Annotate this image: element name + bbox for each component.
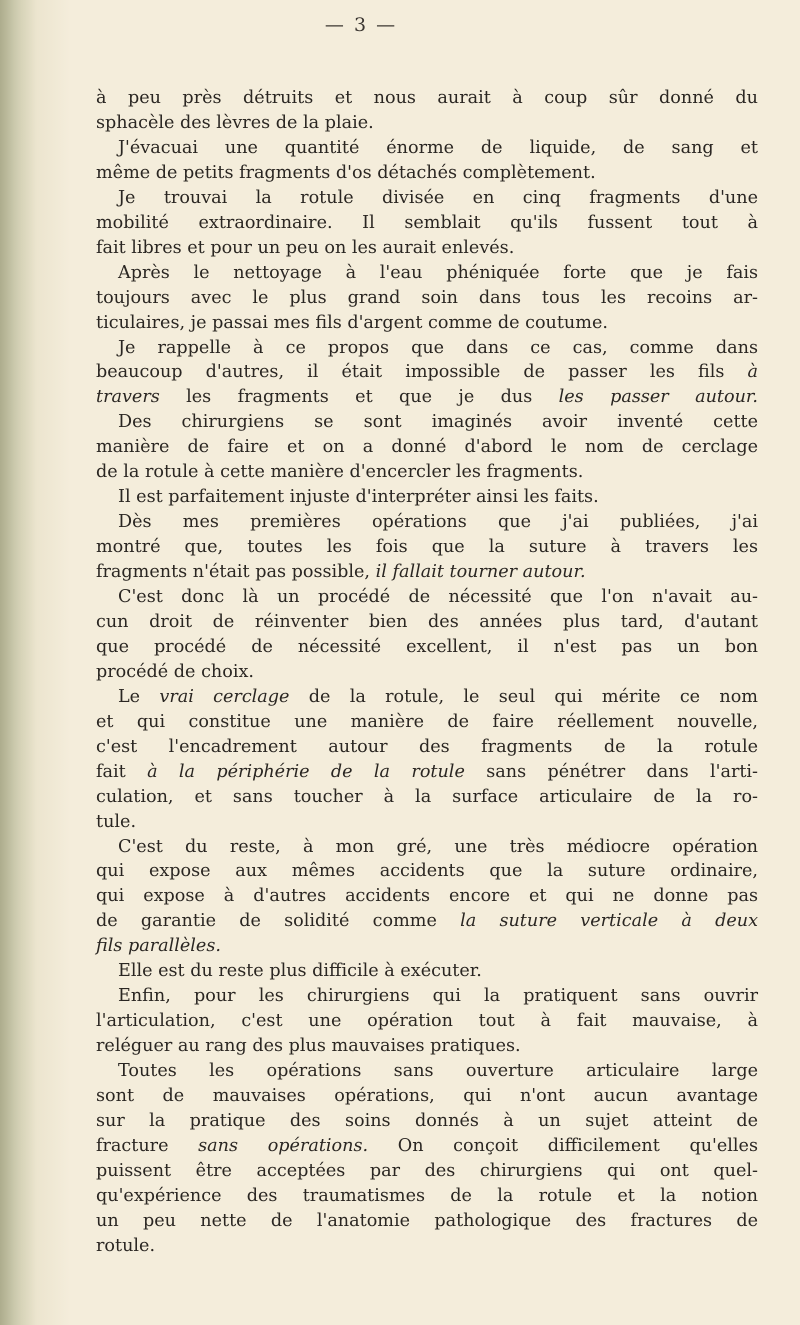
text-line xyxy=(96,336,758,360)
text-line xyxy=(96,485,758,509)
text-line xyxy=(96,984,758,1008)
text-run: Je trouvai la rotule divisée en cinq fragments d'une xyxy=(118,187,758,208)
text-run: l'articulation, c'est une opération tout à fait mauvaise, à xyxy=(96,1011,758,1032)
text-run: de la rotule, le seul qui mérite ce nom xyxy=(289,686,758,707)
text-line xyxy=(96,286,758,310)
text-line xyxy=(96,585,758,609)
text-line xyxy=(96,136,758,160)
text-run: J'évacuai une quantité énorme de liquide, de sang et xyxy=(118,137,758,158)
text-line xyxy=(96,685,758,709)
italic-text: il fallait tourner autour. xyxy=(375,562,586,582)
text-run: montré que, toutes les fois que la suture à travers les xyxy=(96,537,758,558)
italic-text: fils parallèles. xyxy=(96,936,221,957)
text-run: rotule. xyxy=(96,1235,156,1256)
text-line xyxy=(96,236,758,260)
italic-text: la suture verticale à deux xyxy=(460,911,758,932)
text-run: Dès mes premières opérations que j'ai publiées, j'ai xyxy=(118,512,758,533)
text-line xyxy=(96,535,758,559)
text-run: sur la pratique des soins donnés à un sujet atteint de xyxy=(96,1110,758,1131)
text-run: fracture xyxy=(96,1135,199,1156)
text-run: sphacèle des lèvres de la plaie. xyxy=(96,113,374,133)
text-run: procédé de choix. xyxy=(96,661,254,682)
italic-text: à la périphérie de la rotule xyxy=(147,761,465,782)
text-line xyxy=(96,1109,758,1133)
text-run: fragments n'était pas possible, xyxy=(96,562,376,582)
text-run: à peu près détruits et nous aurait à coup sûr donné du xyxy=(96,88,758,108)
text-line xyxy=(96,1184,758,1208)
text-line xyxy=(96,1009,758,1033)
text-run: manière de faire et on a donné d'abord le nom de cerclage xyxy=(96,437,758,458)
text-run: tule. xyxy=(96,811,137,832)
italic-text: à xyxy=(747,362,758,383)
text-run: et qui constitue une manière de faire réellement nouvelle, xyxy=(96,711,758,732)
text-line xyxy=(96,760,758,784)
text-run: Le xyxy=(118,686,160,707)
text-line xyxy=(96,859,758,883)
text-run: culation, et sans toucher à la surface articulaire de la ro- xyxy=(96,786,758,807)
text-line xyxy=(96,1159,758,1183)
text-run: un peu nette de l'anatomie pathologique des fractures de xyxy=(96,1210,758,1231)
text-run: fait libres et pour un peu on les aurait enlevés. xyxy=(96,237,515,258)
text-run: beaucoup d'autres, il était impossible de passer les fils xyxy=(96,362,748,383)
text-run: fait xyxy=(96,761,148,782)
text-line xyxy=(96,410,758,434)
text-line xyxy=(96,660,758,684)
text-run: Elle est du reste plus difficile à exécuter. xyxy=(118,961,482,982)
text-line xyxy=(96,211,758,235)
text-run: Toutes les opérations sans ouverture articulaire large xyxy=(118,1061,758,1081)
text-run: Des chirurgiens se sont imaginés avoir inventé cette xyxy=(118,412,758,433)
text-line xyxy=(96,785,758,809)
text-run: C'est donc là un procédé de nécessité que l'on n'avait au- xyxy=(118,587,758,607)
text-line xyxy=(96,1084,758,1108)
text-line xyxy=(96,1034,758,1058)
text-run: sont de mauvaises opérations, qui n'ont aucun avantage xyxy=(96,1086,758,1106)
text-line xyxy=(96,111,758,135)
text-line xyxy=(96,86,758,110)
text-line xyxy=(96,710,758,734)
text-line xyxy=(96,460,758,484)
text-run: c'est l'encadrement autour des fragments de la rotule xyxy=(96,736,758,757)
text-line xyxy=(96,1059,758,1083)
text-line xyxy=(96,635,758,659)
text-line xyxy=(96,435,758,459)
text-run: que procédé de nécessité excellent, il n'est pas un bon xyxy=(96,636,758,657)
text-run: de la rotule à cette manière d'encercler les fragments. xyxy=(96,462,584,483)
text-line xyxy=(96,1234,758,1258)
text-run: qui expose à d'autres accidents encore et qui ne donne pas xyxy=(96,886,758,907)
text-run: ticulaires, je passai mes fils d'argent comme de coutume. xyxy=(96,312,608,333)
text-line xyxy=(96,510,758,534)
text-line xyxy=(96,311,758,335)
page-number: — 3 — xyxy=(324,14,398,36)
text-run: reléguer au rang des plus mauvaises pratiques. xyxy=(96,1036,521,1057)
italic-text: sans opérations. xyxy=(198,1135,369,1156)
text-run: On conçoit difficilement qu'elles xyxy=(368,1135,758,1156)
italic-text: vrai cerclage xyxy=(159,686,290,707)
binding-shadow xyxy=(0,0,36,1325)
text-line xyxy=(96,261,758,285)
text-run: les fragments et que je dus xyxy=(159,387,559,408)
text-run: même de petits fragments d'os détachés complètement. xyxy=(96,162,596,183)
text-run: Je rappelle à ce propos que dans ce cas, comme dans xyxy=(118,337,758,358)
text-run: qui expose aux mêmes accidents que la suture ordinaire, xyxy=(96,861,758,882)
text-run: de garantie de solidité comme xyxy=(96,911,461,932)
text-run: sans pénétrer dans l'arti- xyxy=(464,761,759,782)
text-line xyxy=(96,186,758,210)
text-run: cun droit de réinventer bien des années plus tard, d'autant xyxy=(96,611,758,632)
text-line xyxy=(96,161,758,185)
text-line xyxy=(96,810,758,834)
text-line xyxy=(96,909,758,933)
text-run: puissent être acceptées par des chirurgiens qui ont quel- xyxy=(96,1160,758,1181)
text-line xyxy=(96,360,758,384)
text-run: toujours avec le plus grand soin dans tous les recoins ar- xyxy=(96,287,758,308)
text-line xyxy=(96,385,758,409)
text-run: Enfin, pour les chirurgiens qui la pratiquent sans ouvrir xyxy=(118,986,758,1007)
text-run: Il est parfaitement injuste d'interpréter ainsi les faits. xyxy=(118,487,599,508)
text-line xyxy=(96,1134,758,1158)
text-line xyxy=(96,959,758,983)
text-run: mobilité extraordinaire. Il semblait qu'ils fussent tout à xyxy=(96,212,758,233)
text-line xyxy=(96,735,758,759)
text-run: qu'expérience des traumatismes de la rotule et la notion xyxy=(96,1185,758,1206)
text-line xyxy=(96,560,758,584)
text-run: Après le nettoyage à l'eau phéniquée forte que je fais xyxy=(118,262,758,283)
text-run: C'est du reste, à mon gré, une très médiocre opération xyxy=(118,836,758,857)
text-line xyxy=(96,835,758,859)
text-line xyxy=(96,1209,758,1233)
italic-text: travers xyxy=(96,387,160,408)
text-line xyxy=(96,884,758,908)
text-line xyxy=(96,934,758,958)
text-line xyxy=(96,610,758,634)
italic-text: les passer autour. xyxy=(558,387,758,408)
